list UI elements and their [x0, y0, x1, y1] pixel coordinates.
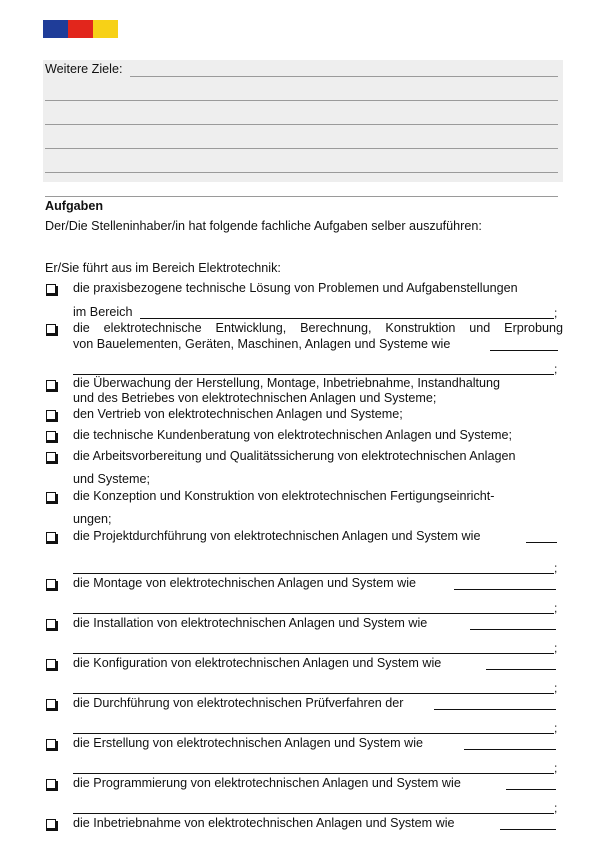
item-7-semicolon: ; [554, 561, 558, 575]
flag-logo [43, 20, 118, 38]
item-12-semicolon: ; [554, 761, 558, 775]
item-7-blank-b[interactable] [73, 573, 554, 574]
item-10-text: die Konfiguration von elektrotechnischen Anlagen und System wie [73, 656, 442, 670]
item-13-blank-b[interactable] [73, 813, 554, 814]
item-8-semicolon: ; [554, 601, 558, 615]
item-5-text: die Arbeitsvorbereitung und Qualitätssicherung von elektrotechnischen Anlagen [73, 449, 516, 463]
item-8-blank-a[interactable] [454, 589, 556, 590]
aufgaben-lead: Er/Sie führt aus im Bereich Elektrotechnik: [45, 261, 281, 275]
checkbox-item-4[interactable] [46, 431, 56, 441]
item-9-text: die Installation von elektrotechnischen Anlagen und System wie [73, 616, 428, 630]
item-0-text-2: im Bereich [73, 305, 133, 319]
checkbox-item-11[interactable] [46, 699, 56, 709]
checkbox-item-14[interactable] [46, 819, 56, 829]
item-7-blank-a[interactable] [526, 542, 557, 543]
item-6-text-2: ungen; [73, 512, 112, 526]
ziele-line-3[interactable] [45, 124, 558, 125]
item-3-text: den Vertrieb von elektrotechnischen Anlagen und Systeme; [73, 407, 403, 421]
item-11-semicolon: ; [554, 721, 558, 735]
item-1-blank-a[interactable] [490, 350, 558, 351]
flag-blue [43, 20, 68, 38]
item-12-blank-a[interactable] [464, 749, 556, 750]
item-12-blank-b[interactable] [73, 773, 554, 774]
flag-red [68, 20, 93, 38]
item-8-blank-b[interactable] [73, 613, 554, 614]
item-8-text: die Montage von elektrotechnischen Anlagen und System wie [73, 576, 417, 590]
checkbox-item-9[interactable] [46, 619, 56, 629]
item-5-text-2: und Systeme; [73, 472, 151, 486]
item-10-semicolon: ; [554, 681, 558, 695]
ziele-line-6[interactable] [45, 196, 558, 197]
item-1-text: die elektrotechnische Entwicklung, Berechnung, Konstruktion und Erprobung [73, 321, 563, 335]
checkbox-item-13[interactable] [46, 779, 56, 789]
weitere-ziele-box [43, 60, 563, 182]
checkbox-item-12[interactable] [46, 739, 56, 749]
item-10-blank-b[interactable] [73, 693, 554, 694]
item-1-text-2: von Bauelementen, Geräten, Maschinen, Anlagen und Systeme wie [73, 337, 451, 351]
checkbox-item-1[interactable] [46, 324, 56, 334]
ziele-line-4[interactable] [45, 148, 558, 149]
item-9-blank-a[interactable] [470, 629, 556, 630]
checkbox-item-6[interactable] [46, 492, 56, 502]
aufgaben-intro: Der/Die Stelleninhaber/in hat folgende fachliche Aufgaben selber auszuführen: [45, 219, 482, 233]
ziele-line-5[interactable] [45, 172, 558, 173]
item-4-text: die technische Kundenberatung von elektrotechnischen Anlagen und Systeme; [73, 428, 512, 442]
ziele-line-2[interactable] [45, 100, 558, 101]
item-0-text: die praxisbezogene technische Lösung von Problemen und Aufgabenstellungen [73, 281, 518, 295]
checkbox-item-7[interactable] [46, 532, 56, 542]
item-1-blank-b[interactable] [73, 374, 554, 375]
checkbox-item-0[interactable] [46, 284, 56, 294]
checkbox-item-5[interactable] [46, 452, 56, 462]
flag-yellow [93, 20, 118, 38]
item-9-blank-b[interactable] [73, 653, 554, 654]
item-2-text-2: und des Betriebes von elektrotechnischen Anlagen und Systeme; [73, 391, 437, 405]
item-11-text: die Durchführung von elektrotechnischen Prüfverfahren der [73, 696, 404, 710]
checkbox-item-3[interactable] [46, 410, 56, 420]
item-0-semicolon: ; [554, 306, 558, 320]
aufgaben-heading: Aufgaben [45, 199, 104, 213]
item-1-semicolon: ; [554, 362, 558, 376]
item-7-text: die Projektdurchführung von elektrotechnischen Anlagen und System wie [73, 529, 481, 543]
item-0-blank[interactable] [140, 318, 554, 319]
item-10-blank-a[interactable] [486, 669, 556, 670]
item-2-text: die Überwachung der Herstellung, Montage, Inbetriebnahme, Instandhaltung [73, 376, 501, 390]
weitere-ziele-label: Weitere Ziele: [45, 62, 123, 76]
item-9-semicolon: ; [554, 641, 558, 655]
item-11-blank-b[interactable] [73, 733, 554, 734]
item-13-text: die Programmierung von elektrotechnischen Anlagen und System wie [73, 776, 461, 790]
checkbox-item-8[interactable] [46, 579, 56, 589]
item-14-blank-a[interactable] [500, 829, 556, 830]
item-13-semicolon: ; [554, 801, 558, 815]
item-11-blank-a[interactable] [434, 709, 556, 710]
ziele-line-1[interactable] [130, 76, 558, 77]
item-14-text: die Inbetriebnahme von elektrotechnischen Anlagen und System wie [73, 816, 455, 830]
item-13-blank-a[interactable] [506, 789, 556, 790]
item-12-text: die Erstellung von elektrotechnischen Anlagen und System wie [73, 736, 424, 750]
checkbox-item-10[interactable] [46, 659, 56, 669]
checkbox-item-2[interactable] [46, 380, 56, 390]
item-6-text: die Konzeption und Konstruktion von elektrotechnischen Fertigungseinricht- [73, 489, 495, 503]
